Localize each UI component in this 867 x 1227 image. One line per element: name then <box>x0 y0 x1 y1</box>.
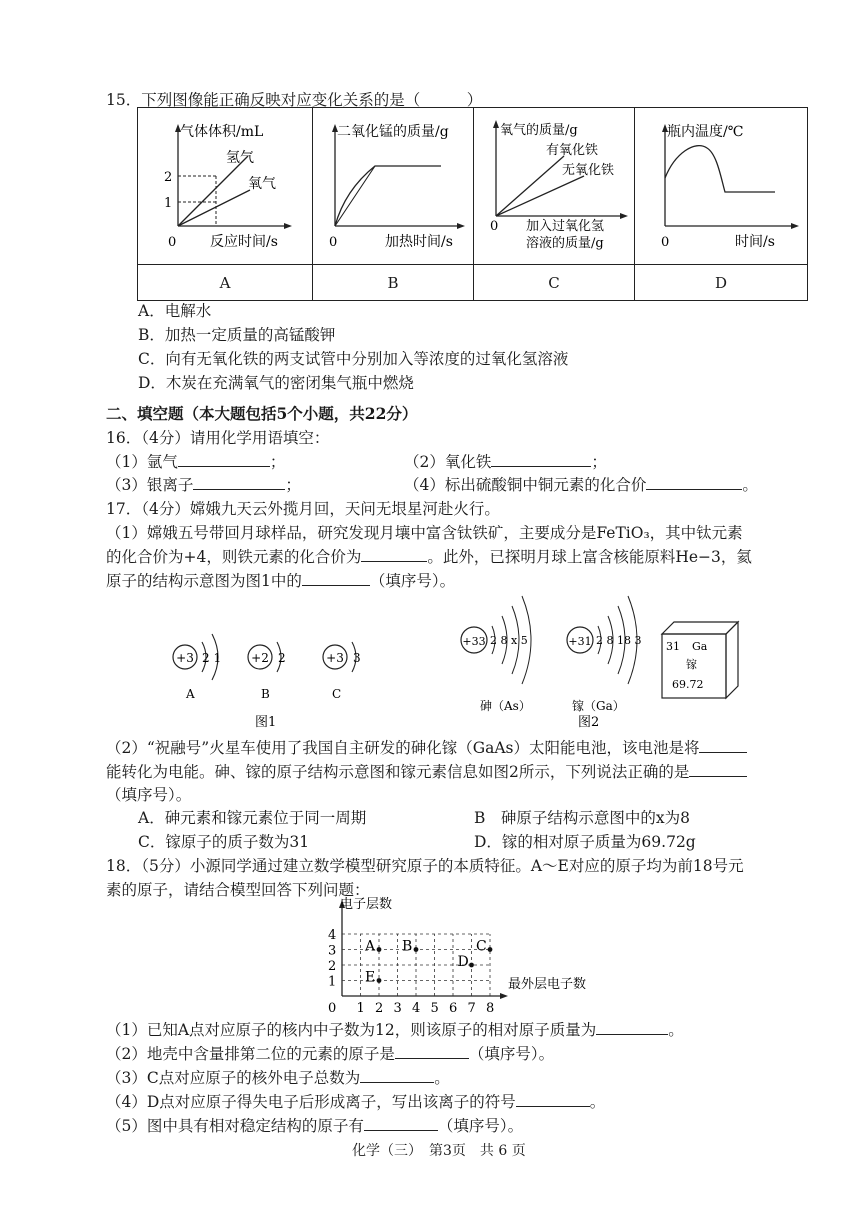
atom-c <box>323 642 361 701</box>
q16-part3-end: ； <box>285 476 301 494</box>
q18-part2 <box>106 1042 554 1064</box>
q17-option-d: D．镓的相对原子质量为69.72g <box>474 833 696 851</box>
chart-ytick: 1 <box>328 974 337 990</box>
q16-part2-end: ； <box>591 453 607 471</box>
figure-1-caption: 图1 <box>255 715 277 730</box>
atom-a-nucleus: +3 <box>176 651 194 665</box>
q17-answer1-blank[interactable] <box>361 547 427 562</box>
graph-a-tick1: 1 <box>164 196 173 211</box>
q17-answer3-blank[interactable] <box>699 738 747 753</box>
chart-ytick: 4 <box>328 928 337 943</box>
q15-option-c: C．向有无氧化铁的两支试管中分别加入等浓度的过氧化氢溶液 <box>138 350 569 368</box>
chart-point-label: C <box>476 938 487 955</box>
graph-b-ylabel: 二氧化锰的质量/g <box>337 124 449 140</box>
q18-part4-end: 。 <box>589 1093 606 1111</box>
graph-c-origin: 0 <box>490 219 499 234</box>
q17-line3b: （填序号）。 <box>369 572 456 590</box>
q16-part4-text: （4）标出硫酸铜中铜元素的化合价 <box>404 476 647 494</box>
graph-d-cell <box>635 108 808 265</box>
graph-b <box>313 108 473 260</box>
chart-point-c <box>488 947 493 952</box>
q18-part1 <box>106 1018 684 1040</box>
chart-point-label: A <box>365 938 376 955</box>
graph-b-label: B <box>313 265 474 301</box>
q18-part3-text: （3）C点对应原子的核外电子总数为 <box>106 1069 361 1087</box>
q18-part3 <box>106 1066 450 1088</box>
atom-b-nucleus: +2 <box>251 651 269 665</box>
chart-xtick: 8 <box>486 1001 495 1016</box>
q17-line2a: 的化合价为+4，则铁元素的化合价为 <box>106 548 362 566</box>
q16-answer1-blank[interactable] <box>178 452 270 467</box>
q18-part5 <box>106 1114 523 1136</box>
atom-c-label: C <box>332 687 342 701</box>
q18-line2: 素的原子，请结合模型回答下列问题： <box>106 881 370 899</box>
graph-a-ylabel: 气体体积/mL <box>180 124 264 140</box>
q16-answer2-blank[interactable] <box>491 452 591 467</box>
atom-a-label: A <box>186 687 195 701</box>
q18-chart <box>312 894 602 1018</box>
q16-part3 <box>106 473 301 495</box>
graph-b-xlabel: 加热时间/s <box>385 234 453 250</box>
gallium-name: 镓 <box>686 658 697 671</box>
chart-point-label: D <box>457 954 469 970</box>
chart-xtick: 7 <box>467 1001 476 1016</box>
q17-stem: 17．（4分）嫦娥九天云外揽月回，天问无垠星河赴火行。 <box>106 500 500 518</box>
q16-part3-text: （3）银离子 <box>106 476 194 494</box>
q16-part2-text: （2）氧化铁 <box>404 453 492 471</box>
q17-answer2-blank[interactable] <box>302 571 370 586</box>
graph-d-ylabel: 瓶内温度/℃ <box>667 124 744 140</box>
q17-answer4-blank[interactable] <box>689 762 747 777</box>
q15-option-b: B．加热一定质量的高锰酸钾 <box>138 326 336 344</box>
q18-answer3-blank[interactable] <box>360 1068 434 1083</box>
gallium-atom <box>567 596 641 713</box>
graph-c-xlabel2: 溶液的质量/g <box>526 236 604 251</box>
q17-line3 <box>106 569 455 591</box>
graph-d-xlabel: 时间/s <box>735 234 775 250</box>
figure-2-caption: 图2 <box>578 715 600 730</box>
chart-xlabel: 最外层电子数 <box>508 977 587 992</box>
atom-b-label: B <box>261 687 270 701</box>
arsenic-shells: 2 8 x 5 <box>490 634 528 647</box>
chart-ytick: 3 <box>328 943 337 959</box>
atom-c-nucleus: +3 <box>326 651 344 665</box>
q18-part5-end: （填序号）。 <box>437 1117 524 1135</box>
q17-line5 <box>106 760 747 782</box>
atom-b-shells: 2 <box>278 651 286 665</box>
q17-option-a: A．砷元素和镓元素位于同一周期 <box>138 809 367 827</box>
graph-c <box>474 108 634 260</box>
chart-xtick: 3 <box>393 1001 402 1016</box>
section-heading: 二、填空题（本大题包括5个小题，共22分） <box>106 404 418 423</box>
chart-point-b <box>414 947 419 952</box>
q15-stem: 15．下列图像能正确反映对应变化关系的是（ ） <box>106 91 483 109</box>
arsenic-label: 砷（As） <box>480 699 531 713</box>
chart-point-label: E <box>365 969 376 986</box>
q17-option-c: C．镓原子的质子数为31 <box>138 833 310 851</box>
graph-a-label: A <box>138 265 313 301</box>
graph-a-cell <box>138 108 313 265</box>
graph-d <box>635 108 807 260</box>
gallium-mass: 69.72 <box>672 678 704 691</box>
q17-line4 <box>106 736 747 758</box>
q17-line6: （填序号）。 <box>106 786 192 804</box>
chart-point-e <box>377 978 382 983</box>
q18-part4-text: （4）D点对应原子得失电子后形成离子，写出该离子的符号 <box>106 1093 516 1111</box>
q18-answer4-blank[interactable] <box>516 1092 590 1107</box>
figure-1 <box>160 620 390 730</box>
q16-part2 <box>404 450 607 472</box>
q18-part5-text: （5）图中具有相对稳定结构的原子有 <box>106 1117 364 1135</box>
q16-part4-end: 。 <box>742 476 758 494</box>
graph-a-origin: 0 <box>168 235 177 250</box>
q18-part3-end: 。 <box>434 1069 450 1087</box>
chart-point-a <box>377 947 382 952</box>
gallium-symbol: Ga <box>692 640 708 653</box>
q18-line1: 18．（5分）小源同学通过建立数学模型研究原子的本质特征。A～E对应的原子均为前18号元 <box>106 857 744 875</box>
q16-answer3-blank[interactable] <box>193 475 285 490</box>
q18-part4 <box>106 1090 605 1112</box>
graph-c-curve2: 无氧化铁 <box>562 163 615 178</box>
q18-part1-text: （1）已知A点对应原子的核内中子数为12，则该原子的相对原子质量为 <box>106 1021 597 1039</box>
gallium-number: 31 <box>666 640 680 653</box>
gallium-element-cell <box>662 622 738 698</box>
figure-2 <box>452 590 742 730</box>
chart-xtick: 1 <box>356 1001 365 1016</box>
q17-line2b: 。此外，已探明月球上富含核能原料He−3，氦 <box>427 548 752 566</box>
q18-answer1-blank[interactable] <box>596 1020 668 1035</box>
atom-a <box>173 634 221 701</box>
graph-c-xlabel1: 加入过氧化氢 <box>526 219 605 234</box>
q17-option-b: B 砷原子结构示意图中的x为8 <box>474 809 690 827</box>
q15-graph-table <box>137 107 808 301</box>
graph-a-curve2: 氧气 <box>248 176 276 192</box>
q16-part4 <box>404 473 758 495</box>
q17-line3a: 原子的结构示意图为图1中的 <box>106 572 302 590</box>
chart-xtick: 6 <box>449 1001 458 1016</box>
atom-a-shells: 2 1 <box>202 651 222 665</box>
q17-line1: （1）嫦娥五号带回月球样品，研究发现月壤中富含钛铁矿，主要成分是FeTiO₃，其中钛元素 <box>106 524 743 542</box>
graph-a-xlabel: 反应时间/s <box>210 234 278 250</box>
gallium-label: 镓（Ga） <box>572 699 625 713</box>
graph-c-cell <box>474 108 635 265</box>
q16-stem: 16．（4分）请用化学用语填空： <box>106 429 330 447</box>
graph-a-tick2: 2 <box>164 170 173 185</box>
q17-line5-text: 能转化为电能。砷、镓的原子结构示意图和镓元素信息如图2所示，下列说法正确的是 <box>106 763 690 781</box>
q17-line4-text: （2）“祝融号”火星车使用了我国自主研发的砷化镓（GaAs）太阳能电池，该电池是将 <box>106 739 700 757</box>
chart-point-d <box>469 963 474 968</box>
q16-part1 <box>106 450 285 472</box>
q18-part2-end: （填序号）。 <box>468 1045 555 1063</box>
q16-part1-end: ； <box>269 453 286 471</box>
gallium-nucleus: +31 <box>568 635 592 648</box>
graph-c-label: C <box>474 265 635 301</box>
gallium-shells: 2 8 18 3 <box>596 634 642 647</box>
chart-xtick: 2 <box>375 1001 384 1016</box>
chart-xtick: 0 <box>328 1001 337 1016</box>
graph-a <box>138 108 312 260</box>
graph-d-origin: 0 <box>661 235 670 250</box>
chart-xtick: 4 <box>412 1001 421 1016</box>
graph-c-curve1: 有氧化铁 <box>546 143 599 158</box>
q18-part1-end: 。 <box>668 1021 684 1039</box>
q17-line2 <box>106 545 752 567</box>
graph-c-ylabel: 氧气的质量/g <box>500 123 578 138</box>
chart-xtick: 5 <box>430 1001 439 1016</box>
chart-ylabel: 电子层数 <box>340 897 393 912</box>
arsenic-nucleus: +33 <box>462 635 486 648</box>
graph-d-label: D <box>635 265 808 301</box>
q18-answer2-blank[interactable] <box>395 1044 469 1059</box>
chart-point-label: B <box>402 938 413 955</box>
atom-b <box>248 642 286 701</box>
q18-answer5-blank[interactable] <box>364 1116 438 1131</box>
q16-answer4-blank[interactable] <box>646 475 742 490</box>
chart-ytick: 2 <box>328 959 337 974</box>
graph-b-cell <box>313 108 474 265</box>
graph-a-curve1: 氢气 <box>226 150 254 166</box>
q16-part1-text: （1）氩气 <box>106 453 178 471</box>
page-footer: 化学（三） 第3页 共 6 页 <box>352 1143 526 1159</box>
q18-part2-text: （2）地壳中含量排第二位的元素的原子是 <box>106 1045 395 1063</box>
q15-option-d: D．木炭在充满氧气的密闭集气瓶中燃烧 <box>138 374 414 392</box>
atom-c-shells: 3 <box>353 651 361 665</box>
graph-b-origin: 0 <box>329 235 338 250</box>
arsenic-atom <box>461 596 531 713</box>
q15-option-a: A．电解水 <box>138 302 212 320</box>
